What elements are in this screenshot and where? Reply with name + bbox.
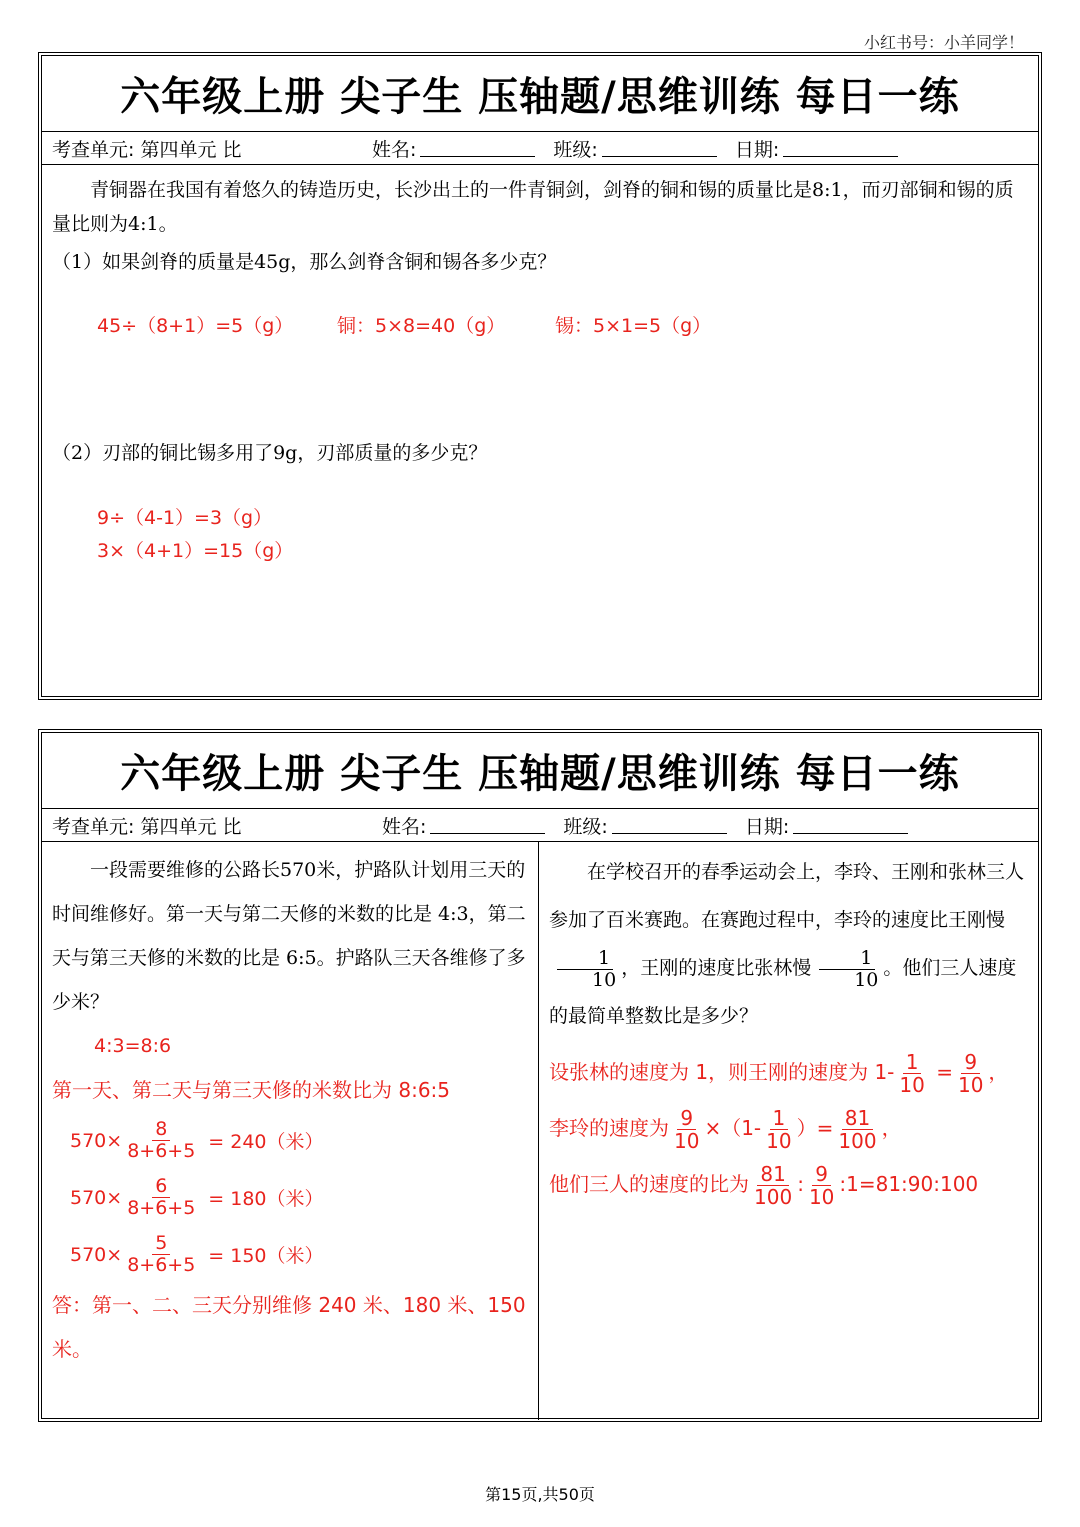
solution-line-3 — [549, 1156, 1028, 1212]
problem-text: 青铜器在我国有着悠久的铸造历史，长沙出土的一件青铜剑，剑脊的铜和锡的质量比是8:1，而刃部铜和锡的质量比则为4:1。 — [52, 179, 1014, 235]
eq-result: = 240（米） — [208, 1131, 324, 1153]
eq-result: = 150（米） — [208, 1245, 324, 1267]
step-ratio: 4:3=8:6 — [94, 1035, 172, 1057]
fraction-denominator: 8+6+5 — [127, 1254, 196, 1276]
right-problem — [539, 842, 1038, 1420]
sol-text: 他们三人的速度的比为 — [549, 1172, 749, 1196]
answer-2-step2: 3×（4+1）=15（g） — [97, 540, 294, 562]
final-answer: 答：第一、二、三天分别维修 240 米、180 米、150 米。 — [52, 1293, 526, 1361]
fraction-denominator: 10 — [957, 1073, 984, 1097]
fraction-numerator: 1 — [819, 948, 875, 970]
sol-text: = — [936, 1060, 953, 1084]
fraction — [751, 1163, 795, 1208]
name-field — [382, 812, 545, 839]
fraction — [124, 1233, 198, 1276]
date-field — [745, 812, 908, 839]
sheet-title: 六年级上册 尖子生 压轴题/思维训练 每日一练 — [42, 56, 1038, 132]
fraction-denominator: 10 — [674, 1129, 700, 1153]
class-label: 班级: — [563, 815, 608, 838]
info-row — [42, 809, 1038, 842]
fraction-numerator: 8 — [152, 1119, 170, 1141]
answer-2-step1: 9÷（4-1）=3（g） — [97, 507, 273, 529]
sol-text: 李玲的速度为 — [549, 1116, 669, 1140]
question-1: （1）如果剑脊的质量是45g，那么剑脊含铜和锡各多少克？ — [52, 251, 557, 273]
fraction — [896, 1051, 927, 1096]
fraction — [671, 1107, 702, 1152]
eq-result: = 180（米） — [208, 1188, 324, 1210]
step-combined-ratio: 第一天、第二天与第三天修的米数比为 8:6:5 — [52, 1078, 451, 1102]
problem-content — [42, 165, 1038, 576]
date-field — [735, 135, 898, 162]
worksheet-1 — [38, 52, 1042, 700]
fraction-denominator: 8+6+5 — [127, 1197, 196, 1219]
fraction-denominator: 10 — [592, 968, 617, 991]
date-label: 日期: — [744, 815, 790, 838]
page-footer: 第15页,共50页 — [485, 1485, 595, 1504]
fraction-denominator: 10 — [766, 1129, 792, 1153]
two-column-content — [42, 842, 1038, 1420]
sol-text: ， — [881, 1116, 902, 1140]
class-blank — [612, 816, 727, 834]
fraction — [124, 1176, 198, 1219]
solution-line-2 — [549, 1100, 1028, 1156]
equation-day1 — [52, 1112, 528, 1169]
worksheet-2 — [38, 729, 1042, 1422]
sol-text: ）= — [796, 1116, 834, 1140]
class-field — [553, 135, 716, 162]
fraction — [551, 948, 619, 991]
name-field — [372, 135, 535, 162]
problem-part-c: 。他们三人速度的最简单整数比是多少？ — [549, 957, 1017, 1027]
name-blank — [430, 816, 545, 834]
fraction-denominator: 100 — [754, 1185, 793, 1209]
fraction — [124, 1119, 198, 1162]
fraction-numerator: 9 — [677, 1107, 696, 1130]
date-blank — [793, 816, 908, 834]
fraction — [835, 1107, 879, 1152]
eq-prefix: 570× — [70, 1186, 123, 1209]
eq-prefix: 570× — [70, 1129, 123, 1152]
class-label: 班级: — [553, 138, 598, 161]
equation-day3 — [52, 1226, 528, 1283]
watermark: 小红书号：小羊同学！ — [863, 33, 1024, 52]
class-blank — [602, 139, 717, 157]
fraction-numerator: 1 — [557, 948, 613, 970]
name-blank — [420, 139, 535, 157]
sol-text: :1=81:90:100 — [839, 1172, 979, 1196]
sheet-title: 六年级上册 尖子生 压轴题/思维训练 每日一练 — [42, 733, 1038, 809]
sol-text: 设张林的速度为 1，则王刚的速度为 1- — [549, 1060, 895, 1084]
unit-label: 考查单元: 第四单元 比 — [52, 815, 242, 838]
problem-part-a: 在学校召开的春季运动会上，李玲、王刚和张林三人参加了百米赛跑。在赛跑过程中，李玲的速度比王刚慢 — [549, 861, 1025, 931]
sol-text: : — [797, 1172, 804, 1196]
fraction — [763, 1107, 794, 1152]
answer-2 — [52, 502, 1028, 568]
fraction-numerator: 6 — [152, 1176, 170, 1198]
fraction-numerator: 81 — [842, 1107, 873, 1130]
fraction — [813, 948, 881, 991]
date-blank — [783, 139, 898, 157]
class-field — [563, 812, 726, 839]
fraction-numerator: 1 — [770, 1107, 789, 1130]
info-row — [42, 132, 1038, 165]
fraction-denominator: 100 — [838, 1129, 877, 1153]
fraction — [955, 1051, 986, 1096]
road-problem-text: 一段需要维修的公路长570米，护路队计划用三天的时间维修好。第一天与第二天修的米数的比是 4:3，第二天与第三天修的米数的比是 6:5。护路队三天各维修了多少米？ — [52, 859, 526, 1013]
question-2: （2）刃部的铜比锡多用了9g，刃部质量的多少克？ — [52, 442, 488, 464]
date-label: 日期: — [734, 138, 780, 161]
fraction-numerator: 1 — [903, 1051, 922, 1074]
answer-1-step: 45÷（8+1）=5（g） — [97, 315, 294, 337]
fraction-denominator: 10 — [899, 1073, 925, 1097]
fraction-denominator: 8+6+5 — [127, 1140, 196, 1162]
left-problem — [42, 842, 539, 1420]
answer-1-tin: 锡：5×1=5（g） — [555, 315, 712, 337]
equation-day2 — [52, 1169, 528, 1226]
unit-label: 考查单元: 第四单元 比 — [52, 138, 242, 161]
fraction-denominator: 10 — [808, 1185, 835, 1209]
fraction-numerator: 5 — [152, 1233, 170, 1255]
answer-1 — [52, 311, 1028, 338]
race-solution — [549, 1044, 1028, 1212]
sol-text: ×（1- — [704, 1116, 762, 1140]
name-label: 姓名: — [372, 138, 417, 161]
answer-1-copper: 铜：5×8=40（g） — [337, 315, 506, 337]
problem-part-b: ，王刚的速度比张林慢 — [621, 957, 812, 979]
name-label: 姓名: — [382, 815, 427, 838]
fraction-numerator: 9 — [961, 1051, 980, 1074]
solution-line-1 — [549, 1044, 1028, 1100]
fraction-numerator: 9 — [812, 1163, 831, 1186]
fraction-denominator: 10 — [854, 968, 879, 991]
fraction-numerator: 81 — [757, 1163, 788, 1186]
sol-text: ， — [988, 1060, 1009, 1084]
fraction — [806, 1163, 837, 1208]
eq-prefix: 570× — [70, 1243, 123, 1266]
race-problem-text — [549, 848, 1028, 1040]
